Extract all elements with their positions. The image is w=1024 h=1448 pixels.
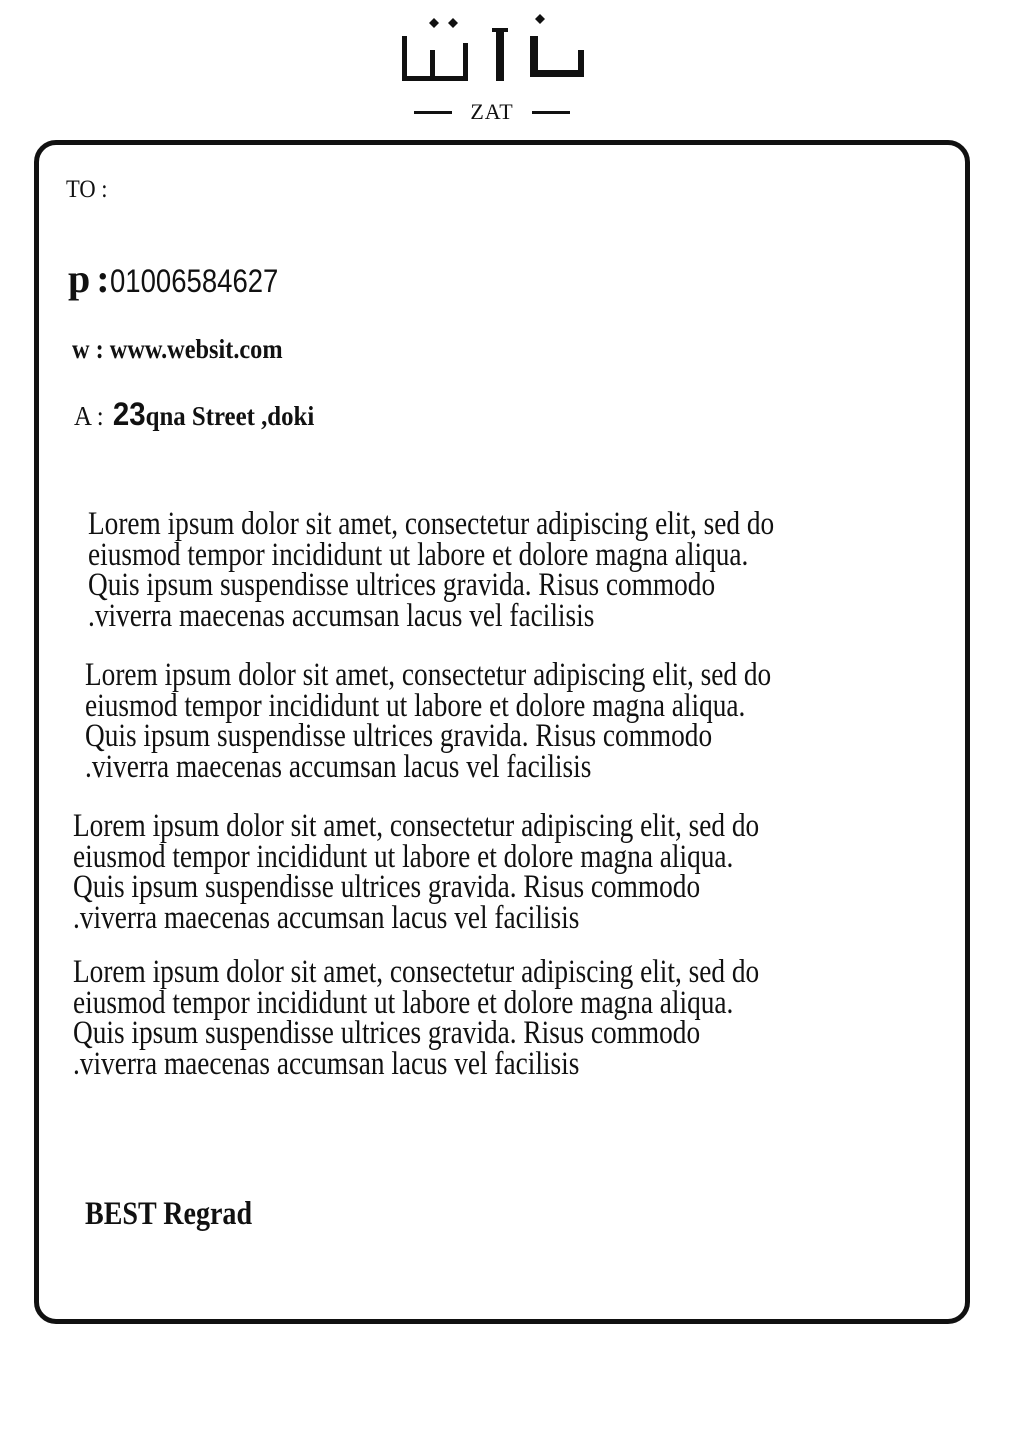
signoff: BEST Regrad (85, 1196, 253, 1232)
body-paragraph-1 (88, 506, 775, 634)
phone-prefix: p (68, 256, 91, 301)
paragraph-line: Lorem ipsum dolor sit amet, consectetur adipiscing elit, sed do (88, 506, 775, 542)
paragraph-line: .viverra maecenas accumsan lacus vel facilisis (85, 748, 592, 785)
address-number: 23 (112, 396, 146, 432)
body-paragraph-2 (85, 657, 772, 785)
paragraph-line: eiusmod tempor incididunt ut labore et dolore magna aliqua. (73, 838, 734, 875)
paragraph-line: .viverra maecenas accumsan lacus vel facilisis (88, 597, 595, 634)
phone-line (68, 255, 305, 302)
paragraph-line: Quis ipsum suspendisse ultrices gravida. Risus commodo (73, 869, 701, 905)
website-line: w : www.websit.com (72, 334, 283, 364)
paragraph-line: Quis ipsum suspendisse ultrices gravida. Risus commodo (73, 1015, 701, 1051)
paragraph-line: eiusmod tempor incididunt ut labore et dolore magna aliqua. (88, 536, 749, 573)
paragraph-line: Quis ipsum suspendisse ultrices gravida. Risus commodo (85, 718, 713, 754)
logo-subtitle (392, 100, 592, 124)
body-paragraph-3 (73, 808, 760, 936)
address-street: qna Street ,doki (145, 401, 315, 431)
paragraph-line: .viverra maecenas accumsan lacus vel facilisis (73, 899, 580, 936)
logo-label: ZAT (470, 99, 514, 124)
address-label: A : (74, 401, 104, 431)
paragraph-line: Lorem ipsum dolor sit amet, consectetur adipiscing elit, sed do (85, 657, 772, 693)
phone-colon: : (96, 256, 110, 301)
recipient-label: TO : (66, 176, 108, 203)
logo-right-rule (532, 111, 570, 114)
phone-number: 01006584627 (109, 263, 278, 299)
paragraph-line: .viverra maecenas accumsan lacus vel facilisis (73, 1045, 580, 1082)
brand-logo (392, 10, 592, 130)
body-paragraph-4 (73, 954, 760, 1082)
logo-left-rule (414, 111, 452, 114)
paragraph-line: Lorem ipsum dolor sit amet, consectetur adipiscing elit, sed do (73, 808, 760, 844)
logo-mark-icon (392, 10, 592, 96)
paragraph-line: eiusmod tempor incididunt ut labore et dolore magna aliqua. (85, 687, 746, 724)
address-line (74, 396, 314, 433)
paragraph-line: Lorem ipsum dolor sit amet, consectetur adipiscing elit, sed do (73, 954, 760, 990)
paragraph-line: eiusmod tempor incididunt ut labore et dolore magna aliqua. (73, 984, 734, 1021)
paragraph-line: Quis ipsum suspendisse ultrices gravida. Risus commodo (88, 567, 716, 603)
